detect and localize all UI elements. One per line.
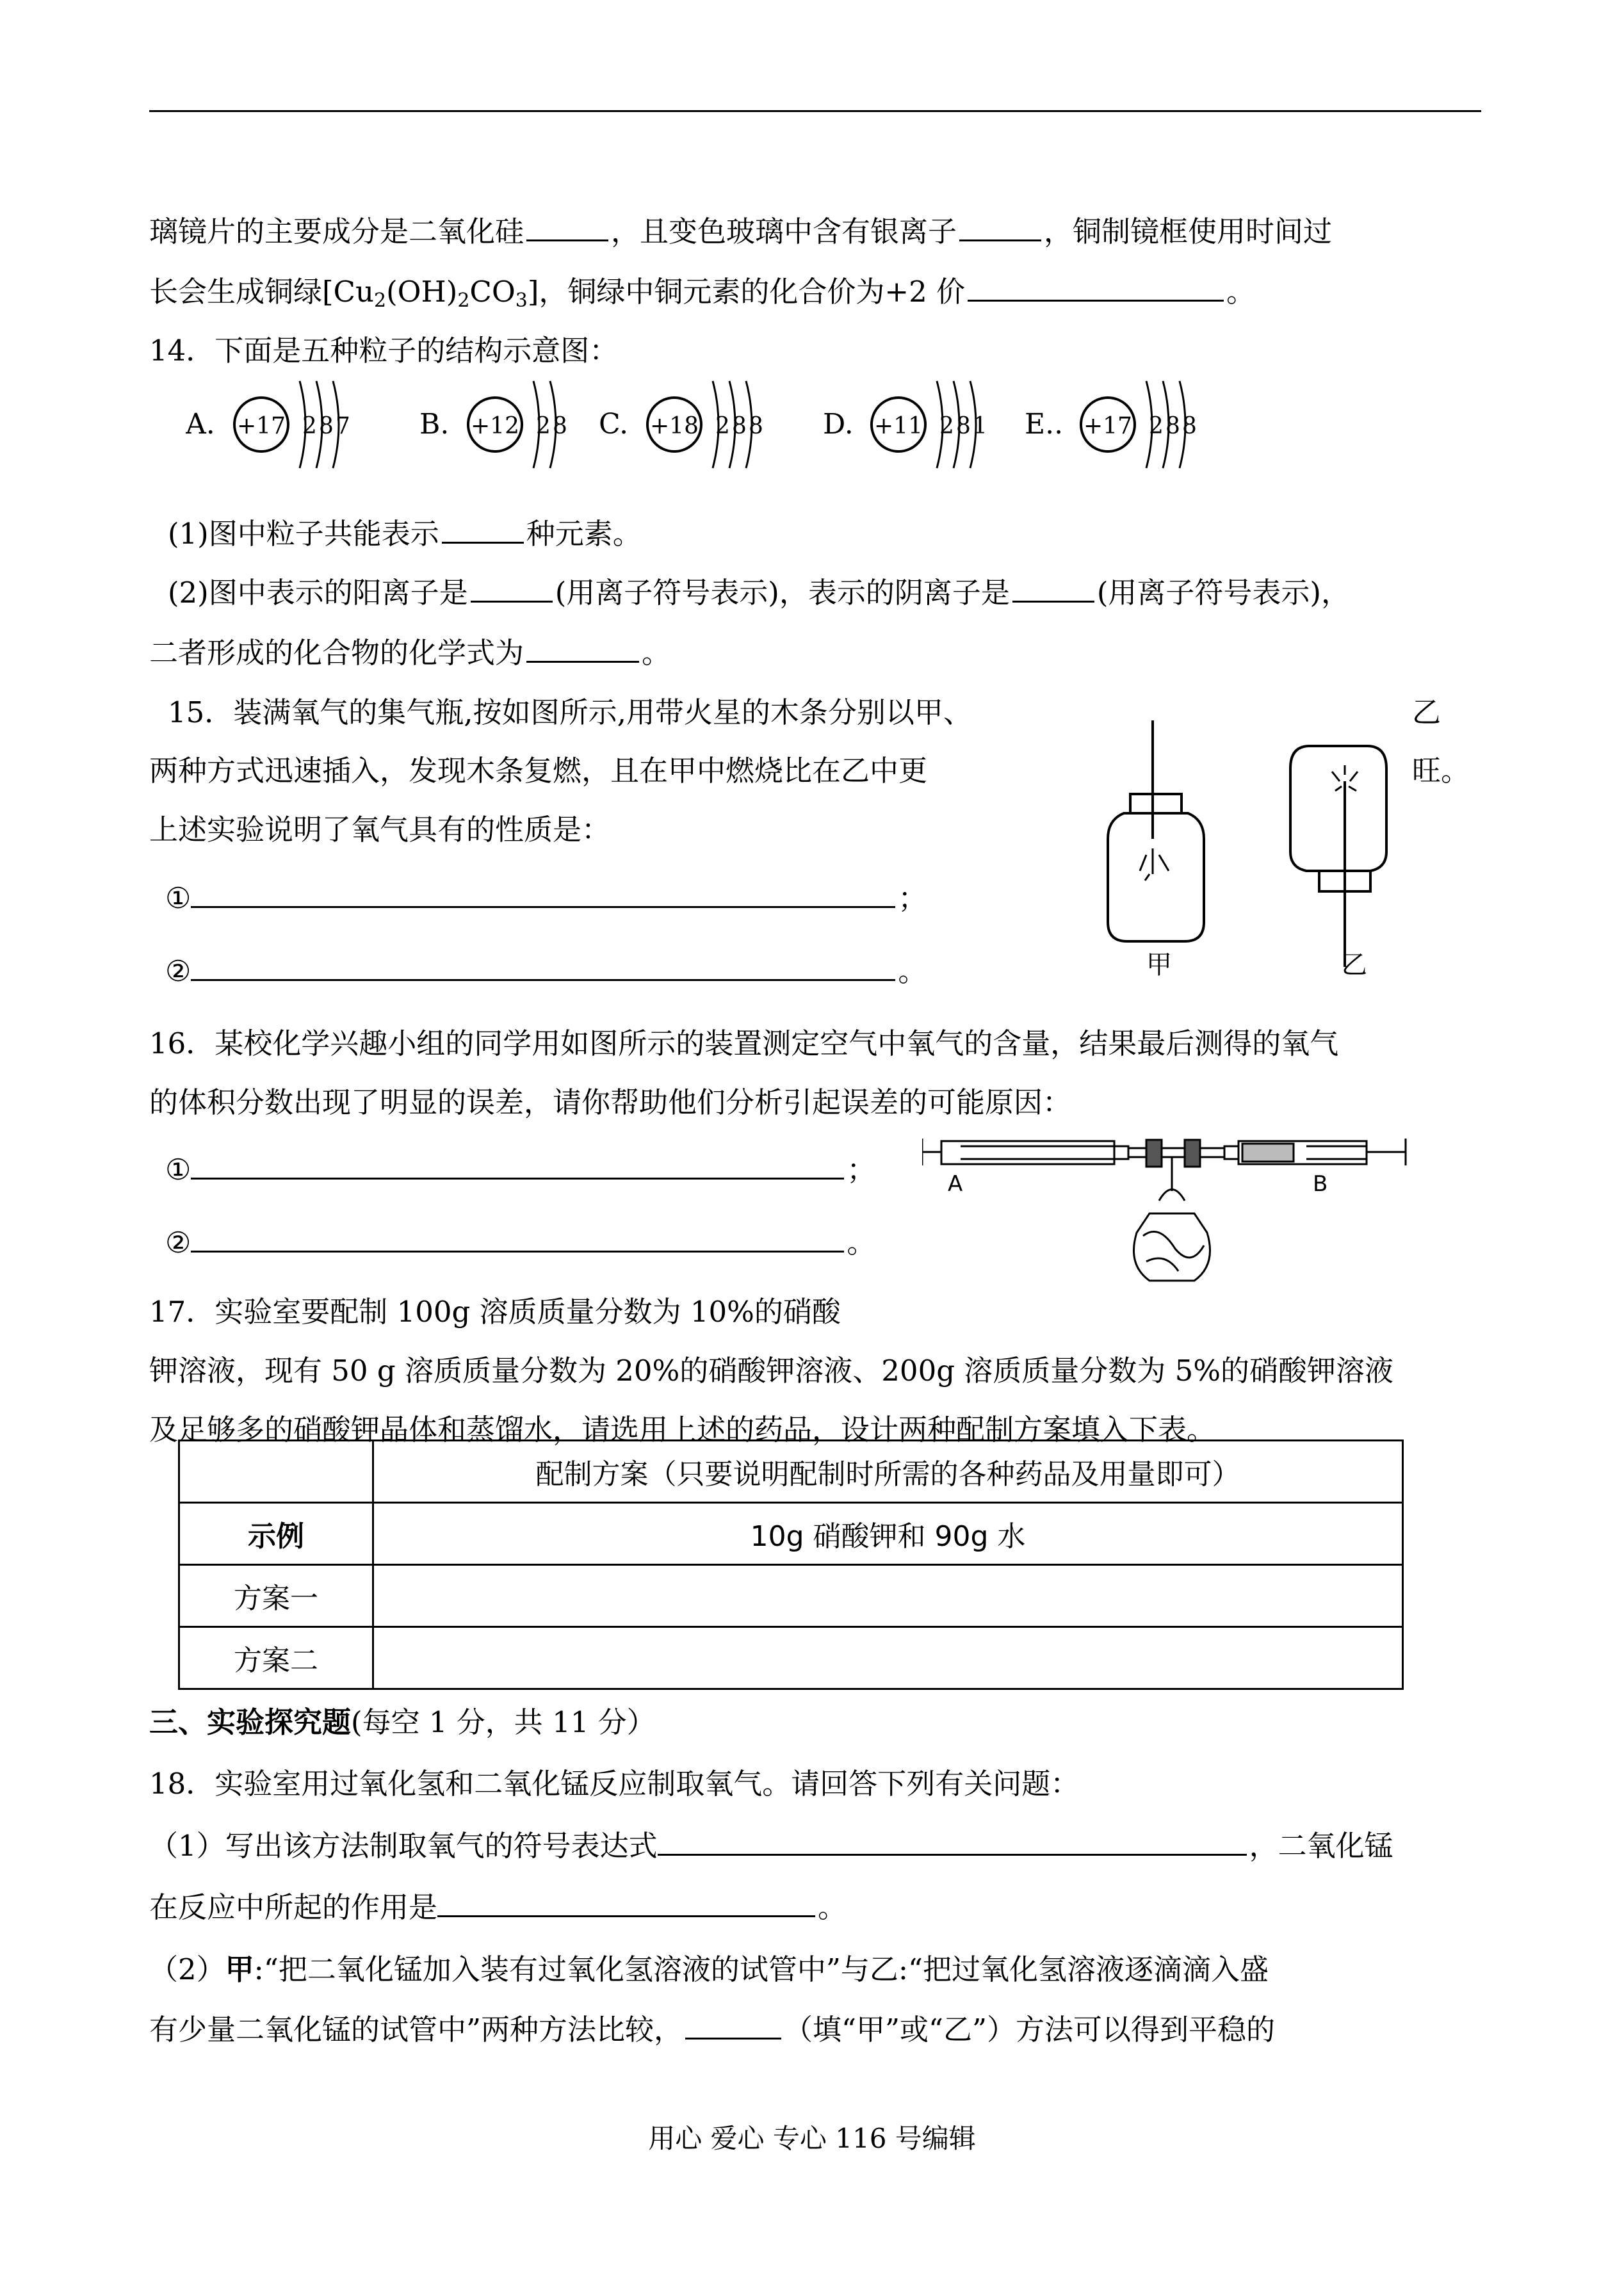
question-18-title: 18．实验室用过氧化氢和二氧化锰反应制取氧气。请回答下列有关问题： — [149, 1767, 1080, 1801]
atom-diagram — [1025, 381, 1197, 468]
text: ，铜制镜框使用时间过 — [1044, 215, 1333, 248]
text: :“把二氧化锰加入装有过氧化氢溶液的试管中”与乙:“把过氧化氢溶液逐滴滴入盛 — [254, 1952, 1269, 1986]
shell-electron-count: 2 — [939, 413, 954, 439]
copper-powder — [1242, 1144, 1294, 1162]
question-15-line-1-end: 乙 — [1412, 695, 1441, 729]
answer-blank — [526, 656, 639, 663]
figure-label-yi: 乙 — [1342, 950, 1367, 980]
question-15-answer-2 — [165, 953, 927, 989]
table-cell: 方案一 — [179, 1565, 373, 1627]
answer-blank — [437, 1910, 815, 1917]
figure-label-a: A — [948, 1171, 963, 1197]
question-16-line-2: 的体积分数出现了明显的误差，请你帮助他们分析引起误差的可能原因： — [149, 1085, 1072, 1119]
text: ； — [847, 1153, 876, 1187]
question-17-line-1: 17．实验室要配制 100g 溶质质量分数为 10%的硝酸 — [149, 1295, 841, 1329]
jar-neck — [1130, 794, 1181, 813]
question-15-line-2: 两种方式迅速插入，发现木条复燃，且在甲中燃烧比在乙中更 — [149, 754, 928, 788]
question-14-2 — [168, 575, 1350, 611]
text: 。 — [818, 1890, 847, 1924]
answer-blank — [959, 234, 1041, 241]
nucleus-charge: +11 — [874, 413, 923, 439]
answer-blank — [191, 974, 895, 981]
table-cell: 方案二 — [179, 1627, 373, 1689]
inverted-jar-body — [1290, 746, 1386, 871]
text: 璃镜片的主要成分是二氧化硅 — [149, 215, 524, 248]
nucleus-charge: +17 — [1084, 413, 1132, 439]
table-row — [179, 1565, 1403, 1627]
table-cell — [373, 1565, 1403, 1627]
figure-label-b: B — [1313, 1171, 1328, 1197]
text: 甲 — [225, 1952, 254, 1986]
text: (用离子符号表示)，表示的阴离子是 — [555, 576, 1010, 610]
text: (用离子符号表示)， — [1096, 576, 1350, 610]
atom-structure-diagrams — [186, 375, 1274, 515]
text: (2)图中表示的阳离子是 — [168, 576, 468, 610]
jar-body — [1108, 813, 1204, 941]
shell-electron-count: 2 — [715, 413, 730, 439]
shell-electron-count: 8 — [732, 413, 747, 439]
answer-blank — [191, 1245, 844, 1253]
text: ② — [165, 954, 191, 988]
nucleus-charge: +17 — [237, 413, 286, 439]
text: （填“甲”或“乙”）方法可以得到平稳的 — [784, 2013, 1276, 2047]
table-cell — [373, 1627, 1403, 1689]
text: ，二氧化锰 — [1249, 1829, 1393, 1863]
atom-diagram — [186, 381, 350, 468]
answer-blank — [191, 901, 895, 908]
text: 有少量二氧化锰的试管中”两种方法比较， — [149, 2013, 683, 2047]
text: 。 — [847, 1226, 876, 1260]
shell-electron-count: 2 — [1149, 413, 1164, 439]
atom-letter: D. — [823, 408, 854, 441]
question-18-1 — [149, 1828, 1393, 1864]
table-cell: 示例 — [179, 1503, 373, 1565]
section-title: 三、实验探究题 — [149, 1705, 352, 1739]
question-15-line-3: 上述实验说明了氧气具有的性质是： — [149, 813, 611, 847]
text: 种元素。 — [526, 517, 642, 551]
text-line-1 — [149, 214, 1332, 250]
question-18-4 — [149, 2012, 1275, 2048]
text: 二者形成的化合物的化学式为 — [149, 636, 524, 670]
question-14-title: 14．下面是五种粒子的结构示意图： — [149, 334, 619, 368]
table-cell: 配制方案（只要说明配制时所需的各种药品及用量即可） — [373, 1441, 1403, 1503]
atom-diagram — [823, 381, 987, 468]
table-cell — [179, 1441, 373, 1503]
answer-blank — [191, 1172, 844, 1180]
section-3-heading — [149, 1705, 656, 1740]
text: 。 — [1226, 275, 1256, 309]
text: (1)图中粒子共能表示 — [168, 517, 439, 551]
header-rule — [149, 110, 1481, 112]
text: ① — [165, 1153, 191, 1187]
atom-letter: E.. — [1025, 408, 1064, 441]
shell-electron-count: 1 — [973, 413, 987, 439]
shell-electron-count: 8 — [749, 413, 763, 439]
text: (OH) — [386, 275, 458, 309]
shell-electron-count: 8 — [1182, 413, 1197, 439]
question-18-3 — [149, 1952, 1269, 1988]
text-line-2 — [149, 274, 1255, 310]
nucleus-charge: +18 — [650, 413, 699, 439]
answer-blank — [968, 295, 1224, 302]
figure-label-jia: 甲 — [1146, 950, 1172, 980]
page-footer: 用心 爱心 专心 116 号编辑 — [648, 2123, 976, 2154]
atom-letter: C. — [599, 408, 629, 441]
shell-electron-count: 8 — [553, 413, 567, 439]
table-row — [179, 1503, 1403, 1565]
table-cell: 10g 硝酸钾和 90g 水 — [373, 1503, 1403, 1565]
text: 。 — [898, 954, 927, 988]
text: (每空 1 分，共 11 分） — [351, 1705, 656, 1739]
atom-diagram — [419, 381, 567, 468]
text: （1）写出该方法制取氧气的符号表达式 — [149, 1829, 658, 1863]
text: 在反应中所起的作用是 — [149, 1890, 438, 1924]
subscript: 2 — [373, 289, 387, 312]
text: （2） — [149, 1952, 225, 1986]
shell-electron-count: 8 — [319, 413, 334, 439]
text: CO — [469, 275, 516, 309]
question-17-line-2: 钾溶液，现有 50 g 溶质质量分数为 20%的硝酸钾溶液、200g 溶质质量分数为 5%的硝酸钾溶液 — [149, 1354, 1394, 1388]
subscript: 3 — [515, 289, 528, 312]
nucleus-charge: +12 — [471, 413, 519, 439]
subscript: 2 — [457, 289, 470, 312]
text: 长会生成铜绿[Cu — [149, 275, 374, 309]
question-16-answer-1 — [165, 1152, 875, 1188]
text: ，且变色玻璃中含有银离子 — [611, 215, 957, 248]
answer-blank — [1012, 596, 1094, 603]
answer-blank — [685, 2032, 781, 2040]
atom-diagram — [599, 381, 763, 468]
question-16-line-1: 16．某校化学兴趣小组的同学用如图所示的装置测定空气中氧气的含量，结果最后测得的氧气 — [149, 1026, 1339, 1060]
answer-blank — [471, 596, 553, 603]
question-15-line-1: 15．装满氧气的集气瓶,按如图所示,用带火星的木条分别以甲、 — [168, 695, 972, 729]
answer-blank — [442, 537, 524, 544]
shell-electron-count: 8 — [956, 413, 971, 439]
text: ； — [898, 881, 927, 915]
preparation-plan-table — [178, 1439, 1404, 1690]
glass-tube — [1128, 1148, 1224, 1157]
table-header-row — [179, 1441, 1403, 1503]
shell-electron-count: 7 — [336, 413, 350, 439]
answer-blank — [658, 1849, 1247, 1856]
gas-jar-figure — [1089, 711, 1447, 980]
shell-electron-count: 8 — [1165, 413, 1180, 439]
question-15-answer-1 — [165, 880, 927, 916]
question-18-2 — [149, 1890, 847, 1926]
question-14-1 — [168, 516, 642, 552]
text: ]，铜绿中铜元素的化合价为+2 价 — [527, 275, 966, 309]
text: 。 — [642, 636, 671, 670]
atom-letter: B. — [419, 408, 450, 441]
table-row — [179, 1627, 1403, 1689]
question-16-answer-2 — [165, 1225, 875, 1261]
question-14-3 — [149, 635, 670, 671]
answer-blank — [526, 234, 608, 241]
atom-letter: A. — [186, 408, 215, 441]
shell-electron-count: 2 — [536, 413, 551, 439]
shell-electron-count: 2 — [302, 413, 317, 439]
text: ② — [165, 1226, 191, 1260]
syringe-apparatus-figure — [922, 1127, 1422, 1293]
question-17-line-3: 及足够多的硝酸钾晶体和蒸馏水，请选用上述的药品，设计两种配制方案填入下表。 — [149, 1413, 1216, 1447]
text: ① — [165, 881, 191, 915]
syringe-a — [941, 1141, 1114, 1164]
question-15-line-2-end: 旺。 — [1412, 754, 1470, 788]
alcohol-lamp — [1134, 1213, 1210, 1281]
